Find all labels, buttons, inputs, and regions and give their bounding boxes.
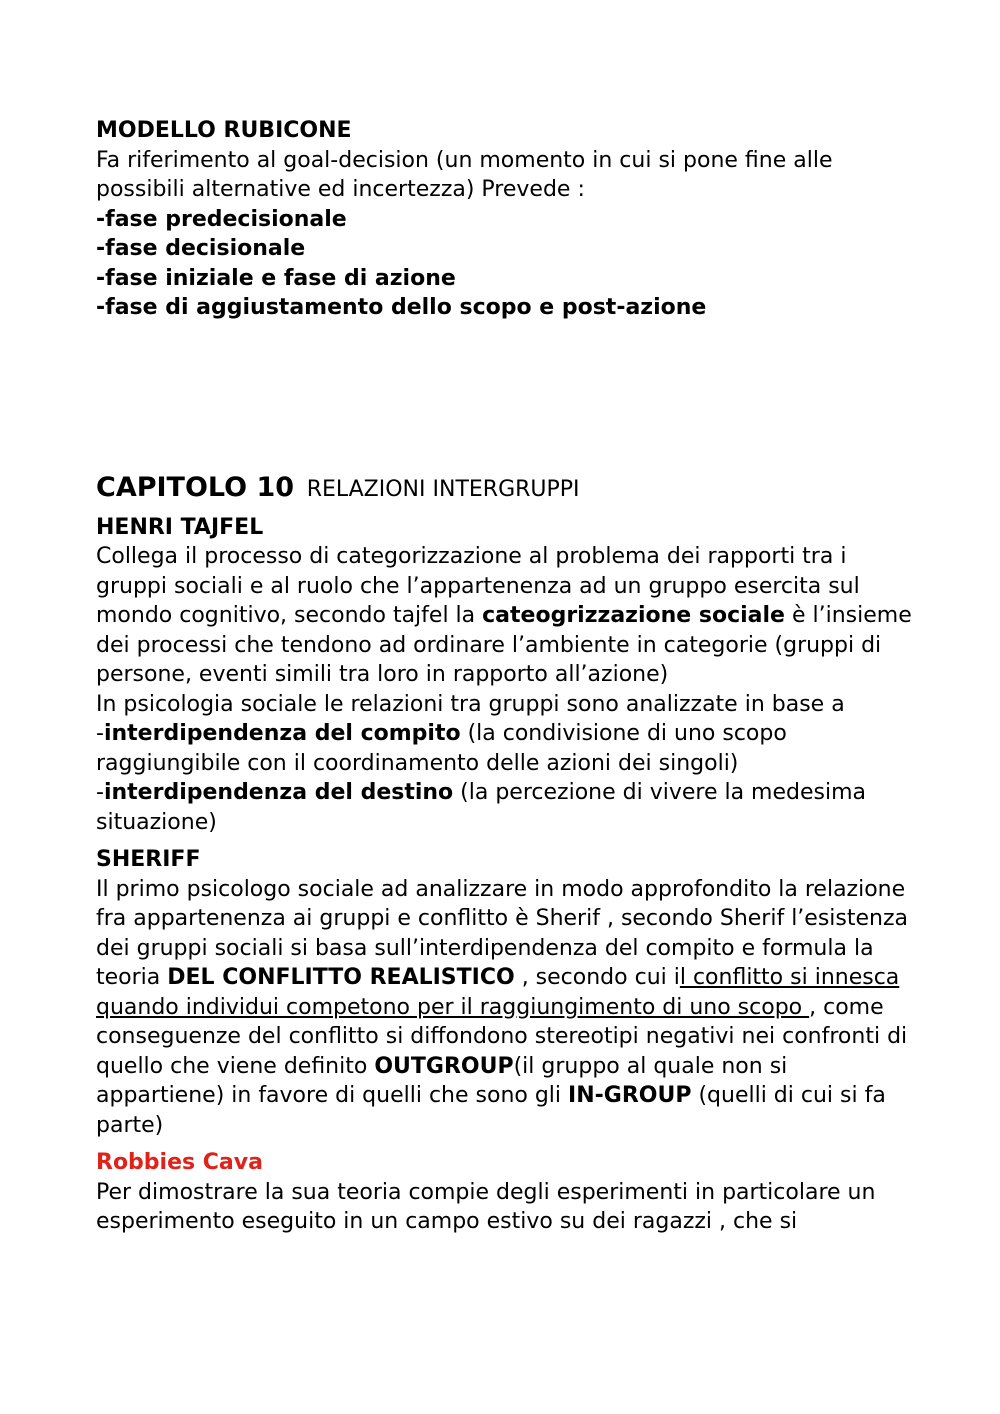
bold-term: IN-GROUP	[568, 1083, 692, 1108]
sheriff-paragraph	[96, 875, 916, 1141]
phase-item: -fase iniziale e fase di azione	[96, 265, 456, 291]
spacer	[96, 323, 916, 471]
text-run: (quelli di cui si fa parte)	[96, 1083, 886, 1138]
phase-item: -fase predecisionale	[96, 206, 347, 232]
bold-term: OUTGROUP	[374, 1053, 514, 1079]
underlined-text: l conflitto si innesca quando individui competono per il raggiungimento di uno scopo	[96, 965, 900, 1020]
chapter-number: CAPITOLO 10	[96, 471, 295, 503]
text-run: (la condivisione di uno scopo raggiungibile con il coordinamento delle azioni dei singoli)	[96, 721, 787, 776]
document-page	[96, 116, 916, 1237]
tajfel-paragraph-2: In psicologia sociale le relazioni tra gruppi sono analizzate in base a	[96, 691, 845, 717]
bold-term: interdipendenza del compito	[103, 721, 461, 746]
rubicone-intro: Fa riferimento al goal-decision (un momento in cui si pone fine alle possibili alternative ed incertezza) Prevede :	[96, 147, 833, 202]
sheriff-title: SHERIFF	[96, 847, 201, 872]
phase-item: -fase decisionale	[96, 236, 306, 261]
robbies-title: Robbies Cava	[96, 1150, 263, 1175]
bold-term: DEL CONFLITTO REALISTICO	[167, 965, 515, 990]
bold-term: interdipendenza del destino	[103, 780, 454, 805]
interdependence-item	[96, 719, 916, 778]
phase-item: -fase di aggiustamento dello scopo e post-azione	[96, 295, 707, 320]
chapter-title: RELAZIONI INTERGRUPPI	[306, 476, 580, 502]
text-run: (il gruppo al quale non si appartiene) in favore di quelli che sono gli	[96, 1053, 788, 1108]
chapter-heading	[96, 471, 916, 507]
text-run: è l’insieme dei processi che tendono ad ordinare l’ambiente in categorie (gruppi di persone, eventi simili tra loro in rapporto all’azione)	[96, 603, 912, 687]
text-run: , come conseguenze del conflitto si diffondono stereotipi negativi nei confronti di quello che viene definito	[96, 994, 908, 1079]
robbies-paragraph: Per dimostrare la sua teoria compie degli esperimenti in particolare un esperimento eseguito in un campo estivo su dei ragazzi , che si	[96, 1179, 876, 1234]
rubicone-title: MODELLO RUBICONE	[96, 118, 352, 143]
text-run: (la percezione di vivere la medesima situazione)	[96, 780, 867, 835]
text-run: -	[96, 721, 104, 746]
spacer	[96, 837, 916, 845]
text-run: Collega il processo di categorizzazione al problema dei rapporti tra i gruppi sociali e al ruolo che l’appartenenza ad un gruppo esercita sul mondo cognitivo, secondo tajfel la	[96, 544, 860, 628]
text-run: , secondo cui i	[514, 965, 680, 990]
tajfel-paragraph	[96, 542, 916, 690]
tajfel-title: HENRI TAJFEL	[96, 514, 264, 540]
bold-term: cateogrizzazione sociale	[482, 603, 785, 628]
interdependence-item	[96, 778, 916, 837]
spacer	[96, 1140, 916, 1148]
text-run: Il primo psicologo sociale ad analizzare in modo approfondito la relazione fra appartenenza ai gruppi e conflitto è Sherif , secondo Sherif l’esistenza dei gruppi sociali si basa sull’interdipendenza del compito e formula la teoria	[96, 876, 909, 990]
text-run: -	[96, 780, 104, 805]
